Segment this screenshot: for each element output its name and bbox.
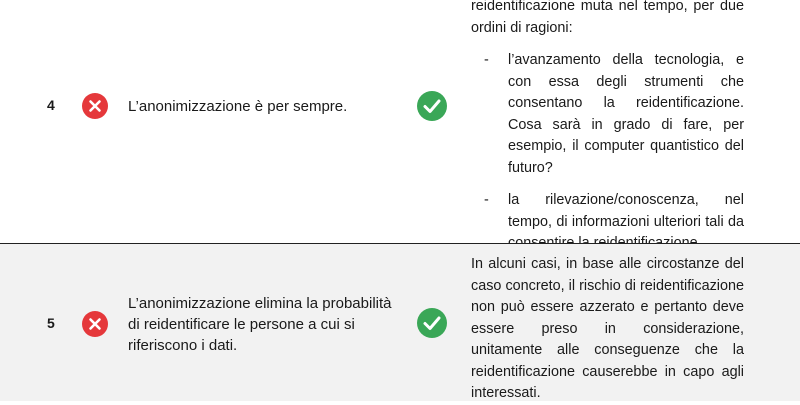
- x-circle-icon: [82, 311, 108, 337]
- list-item-text: l’avanzamento della tecnologia, e con essa degli strumenti che consentano la reidentificazione. Cosa sarà in grado di fare, per esempio, il computer quantistico del futuro?: [508, 52, 744, 176]
- table-row-5: [0, 243, 800, 401]
- list-item-text: la rilevazione/conoscenza, nel tempo, di informazioni ulteriori tali da: [508, 192, 744, 230]
- x-circle-icon: [82, 93, 108, 119]
- reasons-list: [471, 50, 744, 255]
- bullet-dash: -: [484, 192, 489, 208]
- explanation-text: In alcuni casi, in base alle circostanze del caso concreto, il rischio di reidentificazione non può essere azzerato e pertanto deve essere preso in considerazione, unitamente alle conseguenze che la reidentificazione causerebbe in capo agli interessati.: [471, 256, 744, 401]
- explanation: [471, 0, 744, 266]
- bullet-dash: -: [484, 52, 489, 68]
- explanation-intro: reidentificazione muta nel tempo, per due ordini di ragioni:: [471, 0, 744, 36]
- myth-text: L’anonimizzazione è per sempre.: [128, 98, 348, 115]
- check-circle-icon: [417, 91, 447, 121]
- list-item: [471, 50, 744, 179]
- myth-text: L’anonimizzazione elimina la probabilità di reidentificare le persone a cui si riferiscono i dati.: [128, 295, 392, 354]
- row-number: 4: [47, 97, 55, 113]
- explanation: [471, 254, 744, 405]
- check-circle-icon: [417, 308, 447, 338]
- row-number: 5: [47, 315, 55, 331]
